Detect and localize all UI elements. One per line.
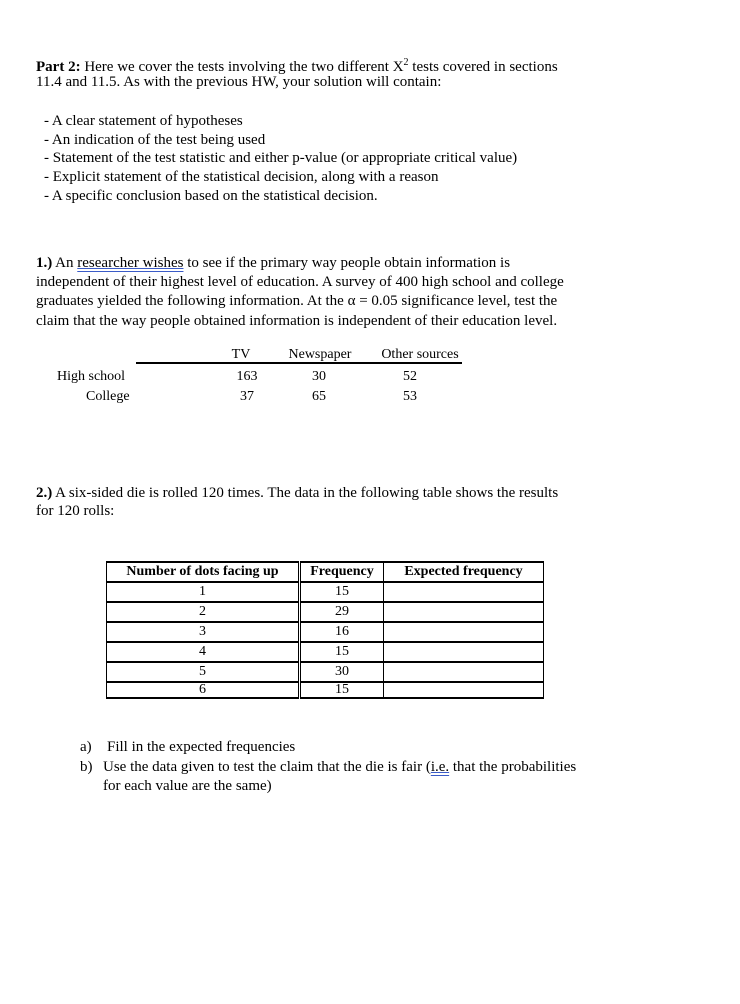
header-dots: Number of dots facing up: [107, 562, 300, 582]
cell-frequency: 16: [300, 622, 384, 642]
chi-superscript: 2: [403, 57, 409, 68]
table-row: [107, 642, 544, 662]
q1-line-2: independent of their highest level of education. A survey of 400 high school and college: [36, 274, 564, 290]
cell-expected[interactable]: [384, 602, 544, 622]
cell-expected[interactable]: [384, 662, 544, 682]
part-label: Part 2:: [36, 59, 81, 75]
q1-rest: to see if the primary way people obtain information is: [183, 255, 511, 271]
q2-number: 2.): [36, 485, 53, 501]
cell-frequency: 30: [300, 662, 384, 682]
q1-pre: An: [52, 255, 78, 271]
cell-dots: 1: [107, 582, 300, 602]
cell-dots: 5: [107, 662, 300, 682]
item-a-label: a): [80, 739, 92, 755]
header-expected: Expected frequency: [384, 562, 544, 582]
col-header-newspaper: Newspaper: [288, 347, 352, 362]
item-a-text: Fill in the expected frequencies: [107, 739, 296, 755]
row-label: High school: [57, 369, 126, 384]
cell: 53: [403, 389, 417, 404]
table-row: [107, 662, 544, 682]
cell-dots: 6: [107, 682, 300, 698]
cell-frequency: 29: [300, 602, 384, 622]
row-label: College: [86, 389, 130, 404]
cell-frequency: 15: [300, 582, 384, 602]
intro-line-2: 11.4 and 11.5. As with the previous HW, your solution will contain:: [36, 74, 442, 90]
q2-line-1: [36, 484, 558, 502]
q2-text: A six-sided die is rolled 120 times. The data in the following table shows the results: [52, 485, 559, 501]
cell-frequency: 15: [300, 682, 384, 698]
q1-line-1: [36, 254, 510, 272]
q1-number: 1.): [36, 255, 53, 271]
col-header-other: Other sources: [381, 347, 459, 362]
spellcheck-underline[interactable]: researcher wishes: [77, 255, 184, 271]
header-frequency: Frequency: [300, 562, 384, 582]
q2-line-2: for 120 rolls:: [36, 503, 115, 519]
header-rule: [136, 362, 462, 364]
q1-line-4: claim that the way people obtained information is independent of their education level.: [36, 313, 558, 329]
table-row: [107, 682, 544, 698]
item-b-line-2: for each value are the same): [103, 778, 272, 794]
col-header-tv: TV: [231, 347, 251, 362]
cell-dots: 4: [107, 642, 300, 662]
requirement-item: - A clear statement of hypotheses: [44, 113, 243, 129]
item-b-label: b): [80, 759, 93, 775]
item-b-text: [103, 758, 576, 776]
cell-dots: 2: [107, 602, 300, 622]
table-row: [107, 622, 544, 642]
cell: 163: [236, 369, 258, 384]
item-b-post: that the probabilities: [449, 759, 577, 775]
cell: 52: [403, 369, 417, 384]
intro-text: Here we cover the tests involving the two different X: [80, 59, 404, 75]
requirement-item: - Explicit statement of the statistical decision, along with a reason: [44, 169, 439, 185]
intro-text-end: tests covered in sections: [408, 59, 558, 75]
spellcheck-underline[interactable]: i.e.: [430, 759, 450, 775]
requirement-item: - Statement of the test statistic and either p-value (or appropriate critical value): [44, 150, 518, 166]
requirement-item: - A specific conclusion based on the statistical decision.: [44, 188, 378, 204]
requirement-item: - An indication of the test being used: [44, 132, 266, 148]
q1-line-3: graduates yielded the following information. At the α = 0.05 significance level, test the: [36, 293, 558, 309]
cell-dots: 3: [107, 622, 300, 642]
table-row: [107, 602, 544, 622]
cell-expected[interactable]: [384, 642, 544, 662]
frequency-table: [106, 561, 544, 699]
table-row: [107, 582, 544, 602]
cell-frequency: 15: [300, 642, 384, 662]
cell: 37: [240, 389, 254, 404]
cell: 65: [312, 389, 326, 404]
item-b-pre: Use the data given to test the claim that the die is fair (: [103, 759, 431, 775]
cell: 30: [312, 369, 326, 384]
cell-expected[interactable]: [384, 582, 544, 602]
cell-expected[interactable]: [384, 682, 544, 698]
cell-expected[interactable]: [384, 622, 544, 642]
